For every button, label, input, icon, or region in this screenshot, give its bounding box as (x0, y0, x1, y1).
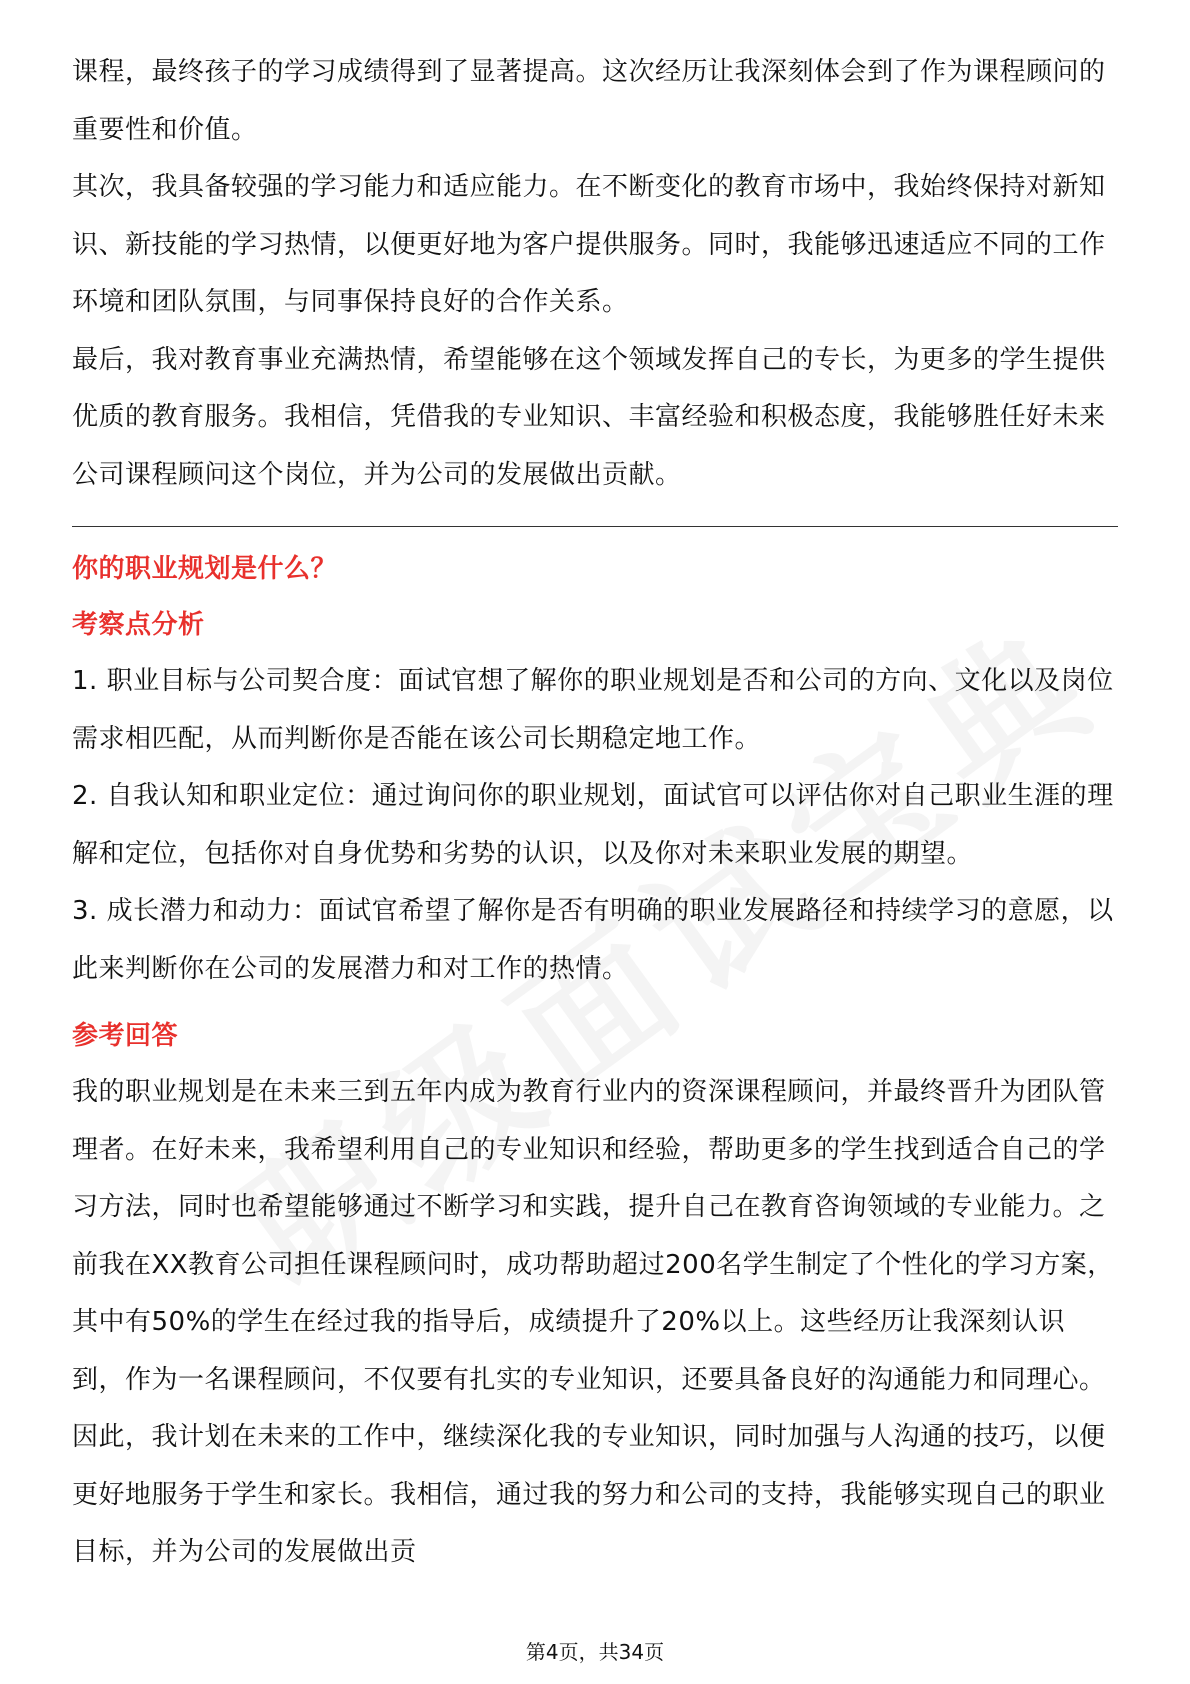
analysis-heading: 考察点分析 (72, 610, 205, 640)
paragraph: 课程，最终孩子的学习成绩得到了显著提高。这次经历让我深刻体会到了作为课程顾问的重要性和价值。 (72, 57, 1106, 145)
page-content (72, 44, 1118, 1582)
section-gap (72, 998, 1118, 1008)
question-heading: 你的职业规划是什么？ (72, 554, 338, 584)
analysis-item: 3. 成长潜力和动力：面试官希望了解你是否有明确的职业发展路径和持续学习的意愿，以此来判断你在公司的发展潜力和对工作的热情。 (72, 896, 1114, 984)
paragraph: 其次，我具备较强的学习能力和适应能力。在不断变化的教育市场中，我始终保持对新知识、新技能的学习热情，以便更好地为客户提供服务。同时，我能够迅速适应不同的工作环境和团队氛围，与同事保持良好的合作关系。 (72, 172, 1106, 317)
page-number: 第4页，共34页 (525, 1640, 665, 1664)
paragraph: 最后，我对教育事业充满热情，希望能够在这个领域发挥自己的专长，为更多的学生提供优质的教育服务。我相信，凭借我的专业知识、丰富经验和积极态度，我能够胜任好未来公司课程顾问这个岗位，并为公司的发展做出贡献。 (72, 344, 1106, 490)
answer-text: 我的职业规划是在未来三到五年内成为教育行业内的资深课程顾问，并最终晋升为团队管理者。在好未来，我希望利用自己的专业知识和经验，帮助更多的学生找到适合自己的学习方法，同时也希望能够通过不断学习和实践，提升自己在教育咨询领域的专业能力。之前我在XX教育公司担任课程顾问时，成功帮助超过200名学生制定了个性化的学习方案，其中有50%的学生在经过我的指导后，成绩提升了20%以上。这些经历让我深刻认识到，作为一名课程顾问，不仅要有扎实的专业知识，还要具备良好的沟通能力和同理心。因此，我计划在未来的工作中，继续深化我的专业知识，同时加强与人沟通的技巧，以便更好地服务于学生和家长。我相信，通过我的努力和公司的支持，我能够实现自己的职业目标，并为公司的发展做出贡 (72, 1077, 1114, 1567)
answer-heading: 参考回答 (72, 1021, 179, 1051)
analysis-item: 2. 自我认知和职业定位：通过询问你的职业规划，面试官可以评估你对自己职业生涯的理解和定位，包括你对自身优势和劣势的认识，以及你对未来职业发展的期望。 (72, 781, 1114, 869)
analysis-item: 1. 职业目标与公司契合度：面试官想了解你的职业规划是否和公司的方向、文化以及岗位需求相匹配，从而判断你是否能在该公司长期稳定地工作。 (72, 666, 1114, 754)
section-divider (72, 526, 1118, 527)
